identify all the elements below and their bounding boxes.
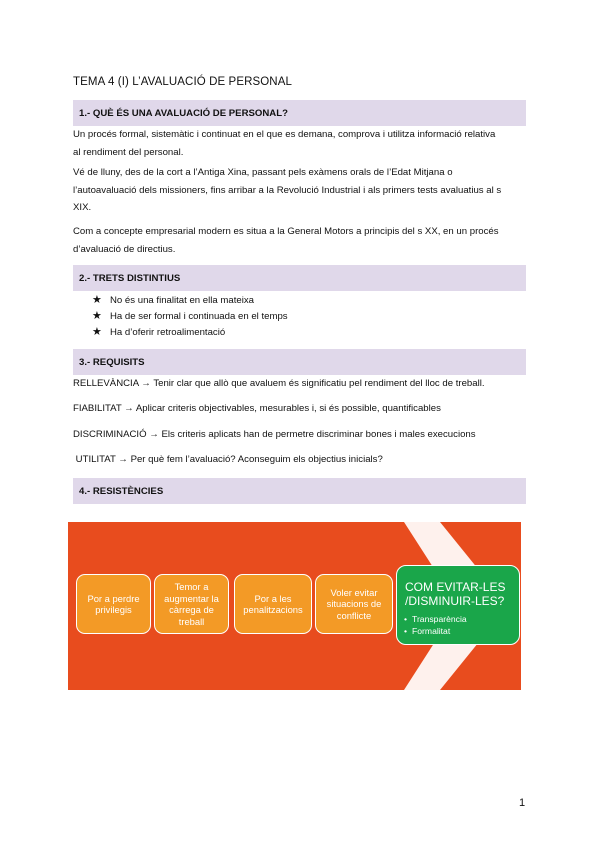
requirement-utility: UTILITAT → Per què fem l’avaluació? Aconseguim els objectius inicials? — [73, 454, 383, 465]
distinctive-traits-list — [92, 292, 288, 340]
paragraph-line: al rendiment del personal. — [73, 146, 184, 158]
section-1-heading: 1.- QUÈ ÉS UNA AVALUACIÓ DE PERSONAL? — [79, 108, 288, 119]
star-bullet-icon: ★ — [92, 294, 102, 306]
solution-title: COM EVITAR-LES /DISMINUIR-LES? — [405, 580, 506, 608]
list-item: ★ Ha de ser formal i continuada en el temps — [92, 310, 288, 322]
section-3-heading: 3.- REQUISITS — [79, 357, 145, 368]
section-2-header — [73, 265, 526, 291]
paragraph-line: d’avaluació de directius. — [73, 243, 176, 255]
paragraph-line: Vé de lluny, des de la cort a l’Antiga Xina, passant pels exàmens orals de l’Edat Mitjana o — [73, 167, 453, 178]
star-bullet-icon: ★ — [92, 326, 102, 338]
requirement-relevance: RELLEVÀNCIA → Tenir clar que allò que avaluem és significatiu pel rendiment del lloc de treball. — [73, 378, 485, 389]
list-item: • Transparència — [404, 613, 467, 625]
solution-box — [396, 565, 520, 645]
resistance-box-workload: Temor a augmentar la càrrega de treball — [154, 574, 229, 634]
star-bullet-icon: ★ — [92, 310, 102, 322]
section-3-header — [73, 349, 526, 375]
document-title: TEMA 4 (I) L’AVALUACIÓ DE PERSONAL — [73, 76, 292, 88]
requirement-discrimination: DISCRIMINACIÓ → Els criteris aplicats han de permetre discriminar bones i males execucions — [73, 429, 476, 440]
section-2-heading: 2.- TRETS DISTINTIUS — [79, 273, 181, 284]
resistance-box-conflict: Voler evitar situacions de conflicte — [315, 574, 393, 634]
paragraph-line: Com a concepte empresarial modern es situa a la General Motors a principis del s XX, en un procés — [73, 226, 499, 237]
paragraph-line: XIX. — [73, 202, 92, 213]
list-item: • Formalitat — [404, 625, 467, 637]
section-1-header — [73, 100, 526, 126]
resistance-box-privileges: Por a perdre privilegis — [76, 574, 151, 634]
list-item: ★ No és una finalitat en ella mateixa — [92, 294, 254, 306]
section-1-paragraph-2 — [73, 164, 529, 217]
section-1-paragraph-1 — [73, 126, 529, 161]
section-4-heading: 4.- RESISTÈNCIES — [79, 486, 164, 497]
page-number: 1 — [519, 797, 526, 809]
solution-list — [404, 613, 467, 637]
paragraph-line: Un procés formal, sistemàtic i continuat en el que es demana, comprova i utilitza informació relativa — [73, 129, 496, 140]
resistance-box-penalties: Por a les penalitzacions — [234, 574, 312, 634]
resistances-diagram — [68, 522, 521, 690]
requirement-reliability: FIABILITAT → Aplicar criteris objectivables, mesurables i, si és possible, quantificables — [73, 403, 441, 414]
paragraph-line: l’autoavaluació dels missioners, fins arribar a la Revolució Industrial i als primers tests avaluatius al s — [73, 184, 502, 196]
section-1-paragraph-3 — [73, 223, 529, 258]
section-4-header — [73, 478, 526, 504]
list-item: ★ Ha d’oferir retroalimentació — [92, 326, 226, 338]
